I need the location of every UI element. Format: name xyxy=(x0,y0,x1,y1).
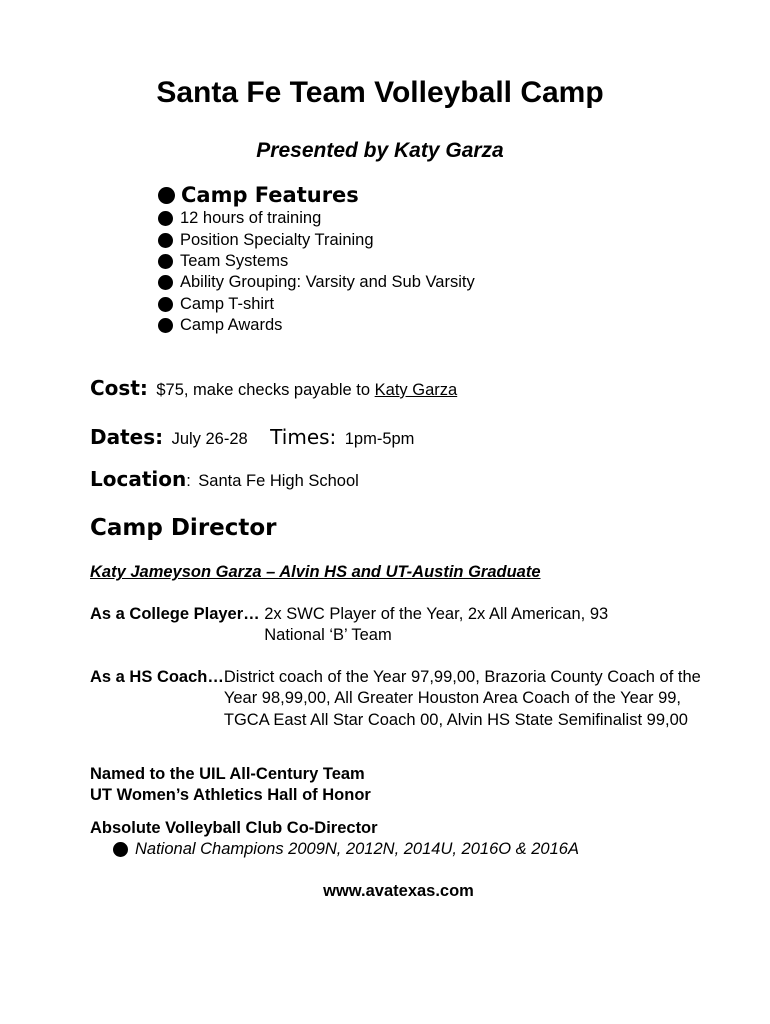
director-name-line: Katy Jameyson Garza – Alvin HS and UT-Austin Graduate xyxy=(90,563,541,581)
times-value: 1pm-5pm xyxy=(344,430,415,448)
location-colon: : xyxy=(186,472,191,490)
features-heading xyxy=(158,182,475,208)
cost-label: Cost: xyxy=(90,376,148,400)
list-item-text: Camp Awards xyxy=(180,316,283,335)
champions-item xyxy=(113,840,579,859)
bullet-icon xyxy=(113,842,128,857)
bullet-icon xyxy=(158,233,173,248)
bullet-icon xyxy=(158,211,173,226)
list-item-text: Team Systems xyxy=(180,251,289,270)
features-heading-text: Camp Features xyxy=(181,183,359,207)
bullet-icon xyxy=(158,187,175,204)
features-list xyxy=(158,182,475,336)
list-item-text: 12 hours of training xyxy=(180,209,322,228)
dates-row xyxy=(90,425,414,449)
website-link[interactable]: www.avatexas.com xyxy=(323,882,474,900)
list-item-text: Camp T-shirt xyxy=(180,294,275,313)
honor-ut: UT Women’s Athletics Hall of Honor xyxy=(90,786,371,804)
dates-value: July 26-28 xyxy=(171,430,248,448)
bullet-icon xyxy=(158,297,173,312)
location-row xyxy=(90,467,359,491)
location-value: Santa Fe High School xyxy=(198,472,359,490)
college-label: As a College Player… xyxy=(90,605,265,623)
college-text: 2x SWC Player of the Year, 2x All American, 93 National ‘B’ Team xyxy=(264,605,609,645)
coach-entry xyxy=(90,667,710,731)
list-item xyxy=(158,208,475,229)
list-item xyxy=(158,315,475,336)
times-label: Times: xyxy=(270,425,337,449)
cost-row xyxy=(90,376,457,400)
college-entry xyxy=(90,604,670,647)
list-item xyxy=(158,272,475,293)
club-title: Absolute Volleyball Club Co-Director xyxy=(90,819,378,837)
bullet-icon xyxy=(158,275,173,290)
location-label: Location xyxy=(90,467,187,491)
list-item xyxy=(158,294,475,315)
coach-label: As a HS Coach… xyxy=(90,668,224,686)
list-item-text: Position Specialty Training xyxy=(180,230,374,249)
payee-name: Katy Garza xyxy=(374,381,458,399)
cost-text: $75, make checks payable to xyxy=(156,381,375,399)
dates-label: Dates: xyxy=(90,425,164,449)
list-item-text: Ability Grouping: Varsity and Sub Varsity xyxy=(180,273,475,292)
bullet-icon xyxy=(158,254,173,269)
director-heading: Camp Director xyxy=(90,515,277,541)
page-title: Santa Fe Team Volleyball Camp xyxy=(156,76,604,109)
champions-text: National Champions 2009N, 2012N, 2014U, 2016O & 2016A xyxy=(135,840,579,858)
bullet-icon xyxy=(158,318,173,333)
honor-uil: Named to the UIL All-Century Team xyxy=(90,765,365,783)
coach-text: District coach of the Year 97,99,00, Brazoria County Coach of the Year 98,99,00, All Greater Houston Area Coach of the Year 99, TGCA East All Star Coach 00, Alvin HS State Semifinalist 99,00 xyxy=(223,668,701,729)
list-item xyxy=(158,229,475,250)
list-item xyxy=(158,251,475,272)
subtitle: Presented by Katy Garza xyxy=(256,139,504,162)
